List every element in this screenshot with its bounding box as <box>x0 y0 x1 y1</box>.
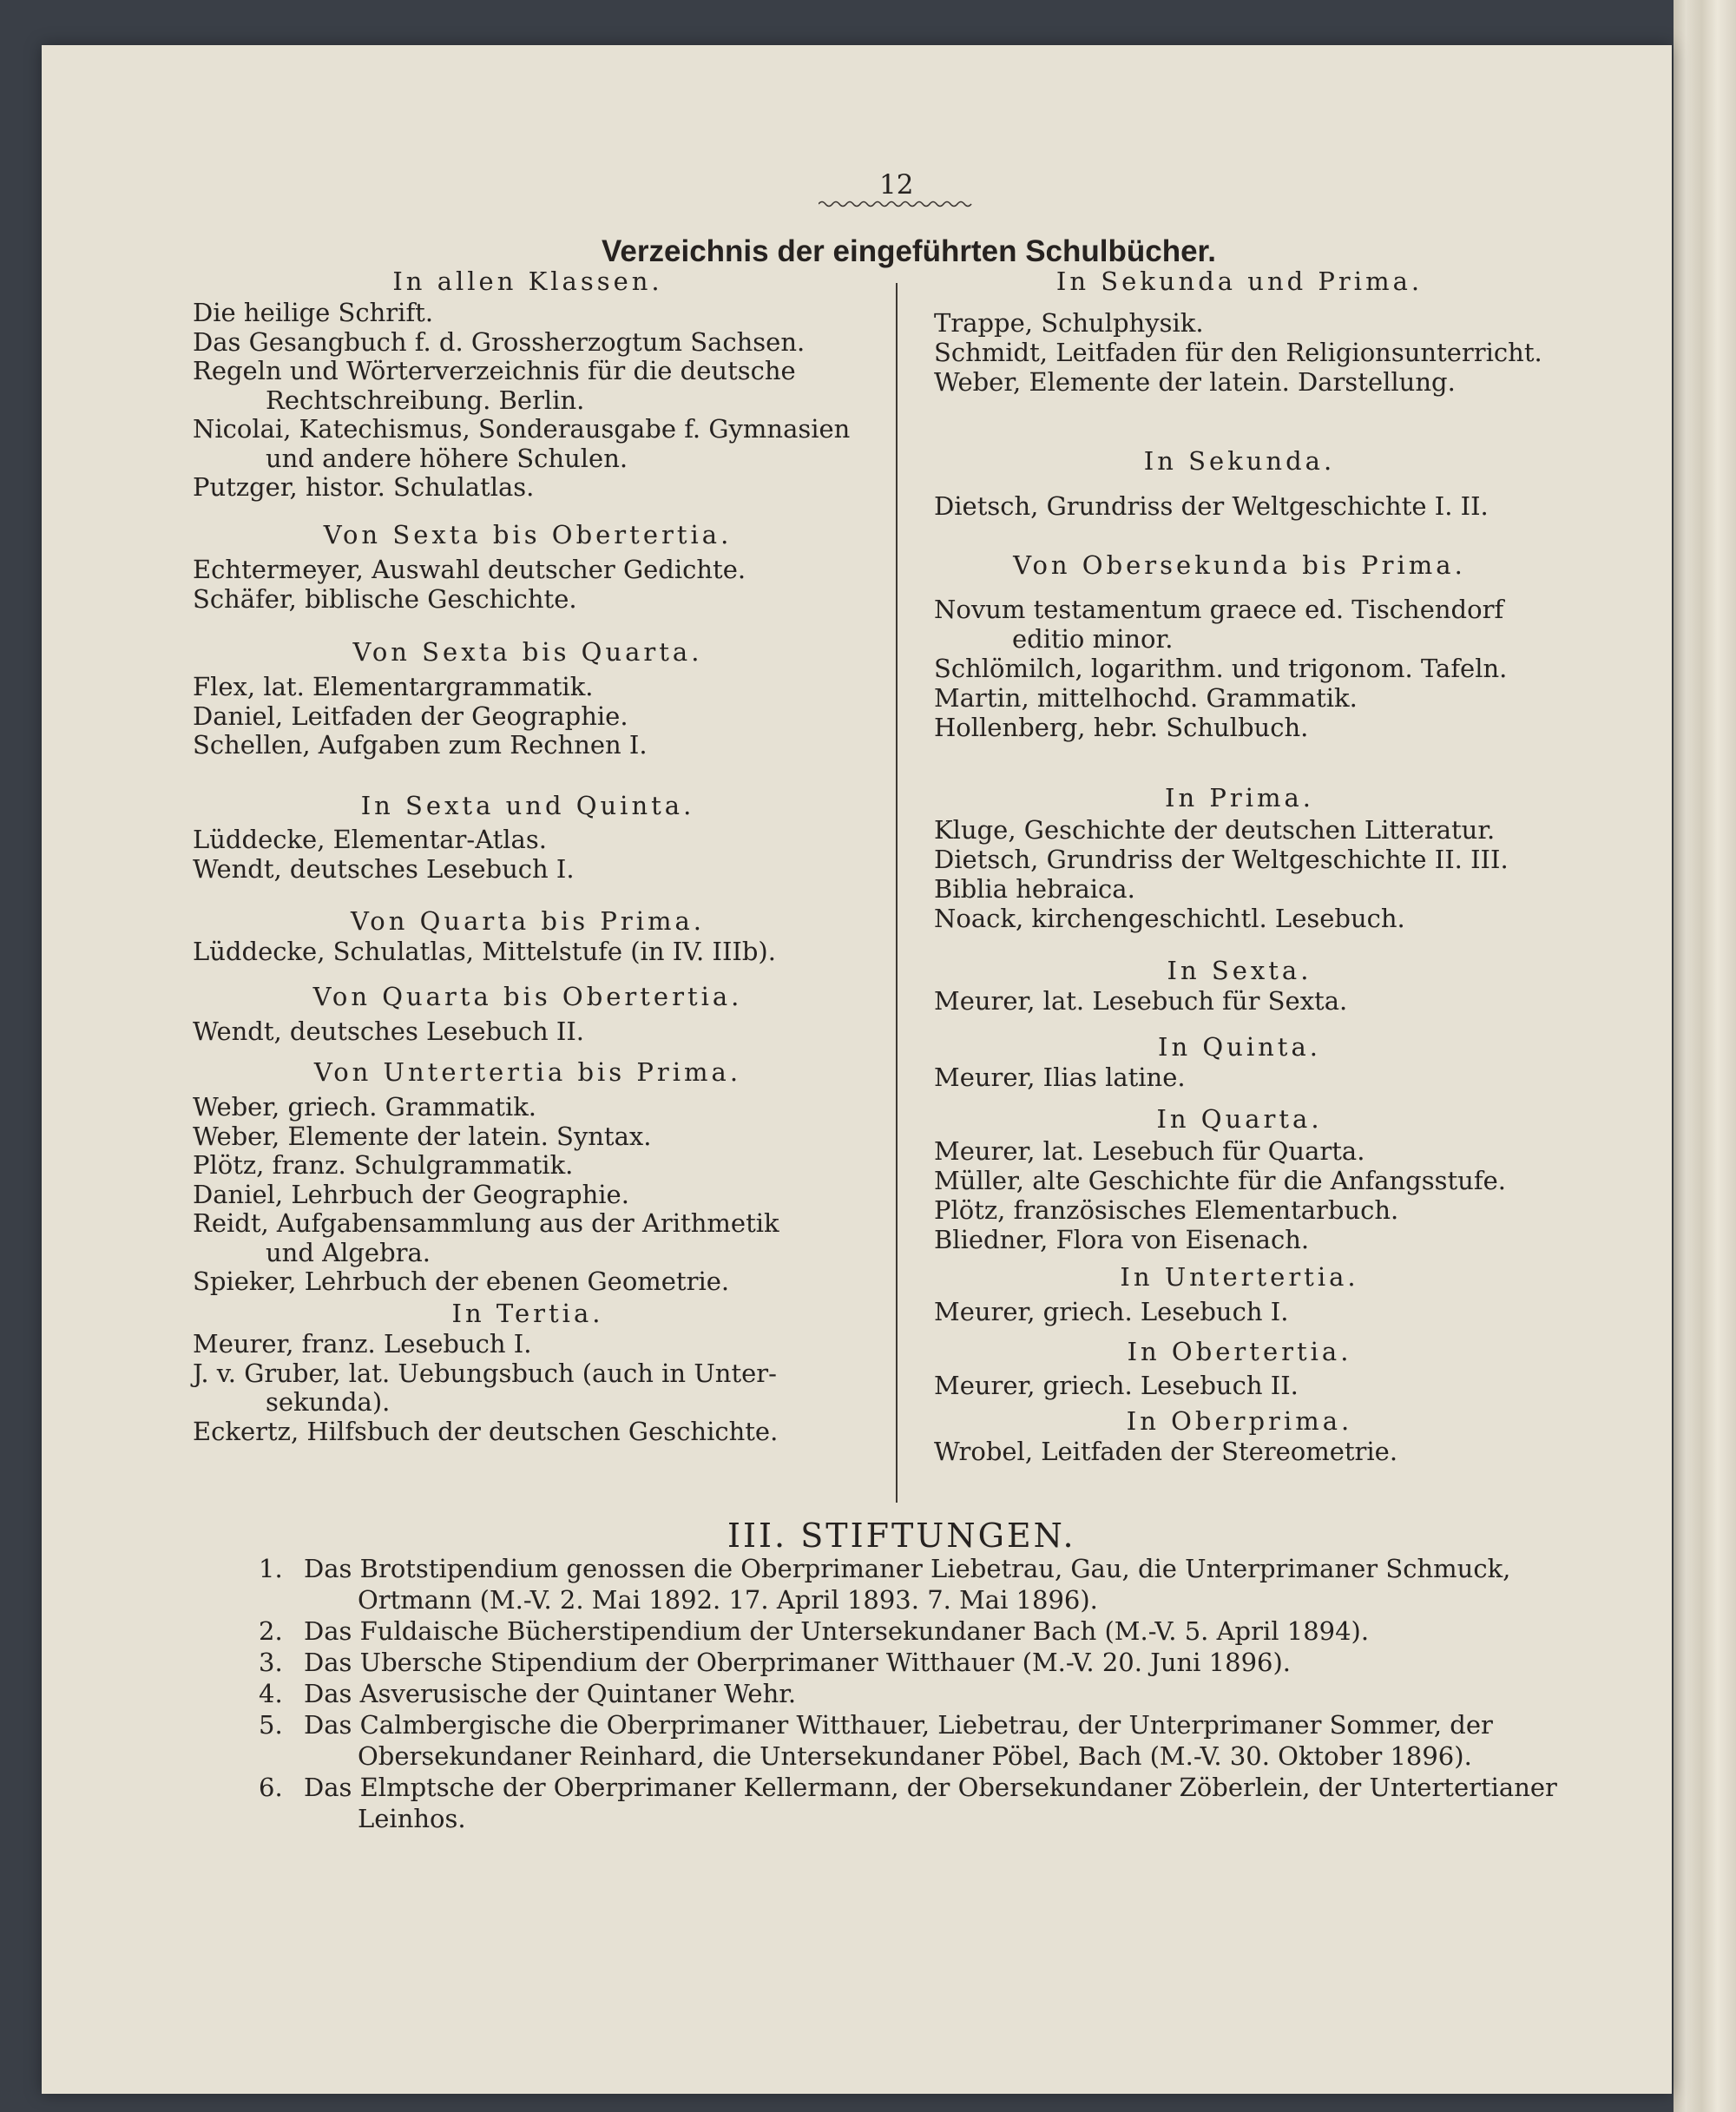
scanned-page <box>42 45 1672 2094</box>
section-heading: Von Untertertia bis Prima. <box>313 1057 742 1087</box>
stiftung-number: 1. <box>259 1554 283 1583</box>
book-entry: Weber, Elemente der latein. Darstellung. <box>934 367 1456 397</box>
section-heading: In Obertertia. <box>1127 1337 1352 1366</box>
stiftung-text: Das Brotstipendium genossen die Oberprimaner Liebetrau, Gau, die Unterprimaner Schmuck, <box>304 1554 1511 1583</box>
book-entry: Eckertz, Hilfsbuch der deutschen Geschichte. <box>193 1416 779 1446</box>
book-entry: sekunda). <box>266 1387 391 1417</box>
book-entry: Weber, Elemente der latein. Syntax. <box>193 1121 652 1151</box>
stiftung-text: Leinhos. <box>358 1804 466 1833</box>
section-heading: In Quinta. <box>1158 1032 1321 1062</box>
stiftung-number: 2. <box>259 1616 283 1646</box>
book-entry: Müller, alte Geschichte für die Anfangsstufe. <box>934 1166 1506 1195</box>
book-entry: Hollenberg, hebr. Schulbuch. <box>934 713 1309 742</box>
book-entry: Meurer, griech. Lesebuch I. <box>934 1297 1289 1326</box>
book-entry: Rechtschreibung. Berlin. <box>266 385 585 415</box>
book-entry: Kluge, Geschichte der deutschen Litteratur. <box>934 815 1496 845</box>
book-entry: Biblia hebraica. <box>934 874 1135 904</box>
book-entry: Schmidt, Leitfaden für den Religionsunterricht. <box>934 338 1542 367</box>
book-entry: Daniel, Leitfaden der Geographie. <box>193 701 628 731</box>
section-heading: Von Quarta bis Prima. <box>351 906 705 936</box>
section-heading: In Sekunda und Prima. <box>1055 266 1424 296</box>
book-entry: Trappe, Schulphysik. <box>934 308 1204 338</box>
stiftung-text: Das Fuldaische Bücherstipendium der Untersekundaner Bach (M.-V. 5. April 1894). <box>304 1616 1370 1646</box>
ornamental-rule <box>819 200 975 208</box>
book-entry: Novum testamentum graece ed. Tischendorf <box>934 595 1504 624</box>
stiftung-text: Das Asverusische der Quintaner Wehr. <box>304 1679 797 1708</box>
book-entry: Dietsch, Grundriss der Weltgeschichte I. II. <box>934 491 1489 521</box>
section-heading: In Sexta und Quinta. <box>360 791 695 820</box>
book-entry: Plötz, französisches Elementarbuch. <box>934 1195 1399 1225</box>
book-entry: Schellen, Aufgaben zum Rechnen I. <box>193 730 648 760</box>
book-entry: Meurer, Ilias latine. <box>934 1063 1186 1092</box>
book-entry: Meurer, lat. Lesebuch für Sexta. <box>934 986 1348 1016</box>
stiftung-number: 6. <box>259 1773 283 1802</box>
stiftung-number: 3. <box>259 1648 283 1677</box>
section-heading: In Sekunda. <box>1143 446 1336 476</box>
book-entry: Martin, mittelhochd. Grammatik. <box>934 683 1358 713</box>
book-entry: Reidt, Aufgabensammlung aus der Arithmetik <box>193 1208 779 1238</box>
book-entry: Plötz, franz. Schulgrammatik. <box>193 1150 574 1180</box>
book-entry: Nicolai, Katechismus, Sonderausgabe f. Gymnasien <box>193 414 851 444</box>
stiftung-text: Das Ubersche Stipendium der Oberprimaner Witthauer (M.-V. 20. Juni 1896). <box>304 1648 1292 1677</box>
section-heading: Von Obersekunda bis Prima. <box>1013 550 1466 580</box>
book-entry: Wendt, deutsches Lesebuch I. <box>193 853 575 884</box>
book-entry: Bliedner, Flora von Eisenach. <box>934 1225 1310 1254</box>
book-entry: Das Gesangbuch f. d. Grossherzogtum Sachsen. <box>193 326 806 357</box>
book-entry: Spieker, Lehrbuch der ebenen Geometrie. <box>193 1267 730 1296</box>
book-entry: Lüddecke, Elementar-Atlas. <box>193 825 547 854</box>
stiftung-text: Obersekundaner Reinhard, die Untersekundaner Pöbel, Bach (M.-V. 30. Oktober 1896). <box>358 1741 1472 1771</box>
column-divider <box>896 283 898 1503</box>
book-entry: Weber, griech. Grammatik. <box>193 1092 536 1122</box>
section-title: III. STIFTUNGEN. <box>727 1517 1076 1555</box>
section-heading: In Tertia. <box>451 1299 604 1328</box>
page-number: 12 <box>879 169 914 201</box>
section-heading: In Quarta. <box>1156 1104 1323 1134</box>
section-heading: In Oberprima. <box>1126 1406 1353 1436</box>
book-entry: Schäfer, biblische Geschichte. <box>193 583 577 614</box>
book-entry: editio minor. <box>1012 624 1174 654</box>
stiftung-number: 5. <box>259 1710 283 1740</box>
book-entry: und andere höhere Schulen. <box>266 443 628 473</box>
book-entry: Flex, lat. Elementargrammatik. <box>193 672 594 701</box>
section-heading: Von Quarta bis Obertertia. <box>312 982 743 1011</box>
book-entry: Noack, kirchengeschichtl. Lesebuch. <box>934 904 1405 933</box>
stiftung-number: 4. <box>259 1679 283 1708</box>
section-heading: In Untertertia. <box>1120 1262 1359 1292</box>
book-entry: Echtermeyer, Auswahl deutscher Gedichte. <box>193 555 746 584</box>
section-heading: Von Sexta bis Obertertia. <box>323 520 733 549</box>
adjacent-page-edge <box>1674 0 1736 2112</box>
book-entry: Meurer, franz. Lesebuch I. <box>193 1329 532 1359</box>
book-entry: Daniel, Lehrbuch der Geographie. <box>193 1179 629 1209</box>
book-entry: Lüddecke, Schulatlas, Mittelstufe (in IV. IIIb). <box>193 937 776 966</box>
section-heading: Von Sexta bis Quarta. <box>352 637 703 667</box>
book-entry: Regeln und Wörterverzeichnis für die deutsche <box>193 356 796 385</box>
book-entry: J. v. Gruber, lat. Uebungsbuch (auch in Unter- <box>193 1358 777 1388</box>
stiftung-text: Ortmann (M.-V. 2. Mai 1892. 17. April 1893. 7. Mai 1896). <box>358 1585 1098 1615</box>
book-entry: Meurer, griech. Lesebuch II. <box>934 1371 1299 1400</box>
stiftung-text: Das Calmbergische die Oberprimaner Witthauer, Liebetrau, der Unterprimaner Sommer, der <box>304 1710 1493 1740</box>
stiftung-text: Das Elmptsche der Oberprimaner Kellermann, der Obersekundaner Zöberlein, der Untertertianer <box>304 1773 1557 1802</box>
section-heading: In Sexta. <box>1167 956 1312 985</box>
section-heading: In Prima. <box>1164 783 1314 813</box>
book-entry: Meurer, lat. Lesebuch für Quarta. <box>934 1136 1365 1166</box>
book-entry: Putzger, histor. Schulatlas. <box>193 472 535 502</box>
book-entry: Wendt, deutsches Lesebuch II. <box>193 1017 585 1046</box>
book-entry: Wrobel, Leitfaden der Stereometrie. <box>934 1437 1398 1466</box>
book-entry: Schlömilch, logarithm. und trigonom. Tafeln. <box>934 654 1508 683</box>
book-entry: und Algebra. <box>266 1237 431 1267</box>
page-title: Verzeichnis der eingeführten Schulbücher. <box>602 234 1216 268</box>
book-entry: Die heilige Schrift. <box>193 298 434 327</box>
book-entry: Dietsch, Grundriss der Weltgeschichte II. III. <box>934 845 1509 874</box>
section-heading: In allen Klassen. <box>392 266 663 296</box>
